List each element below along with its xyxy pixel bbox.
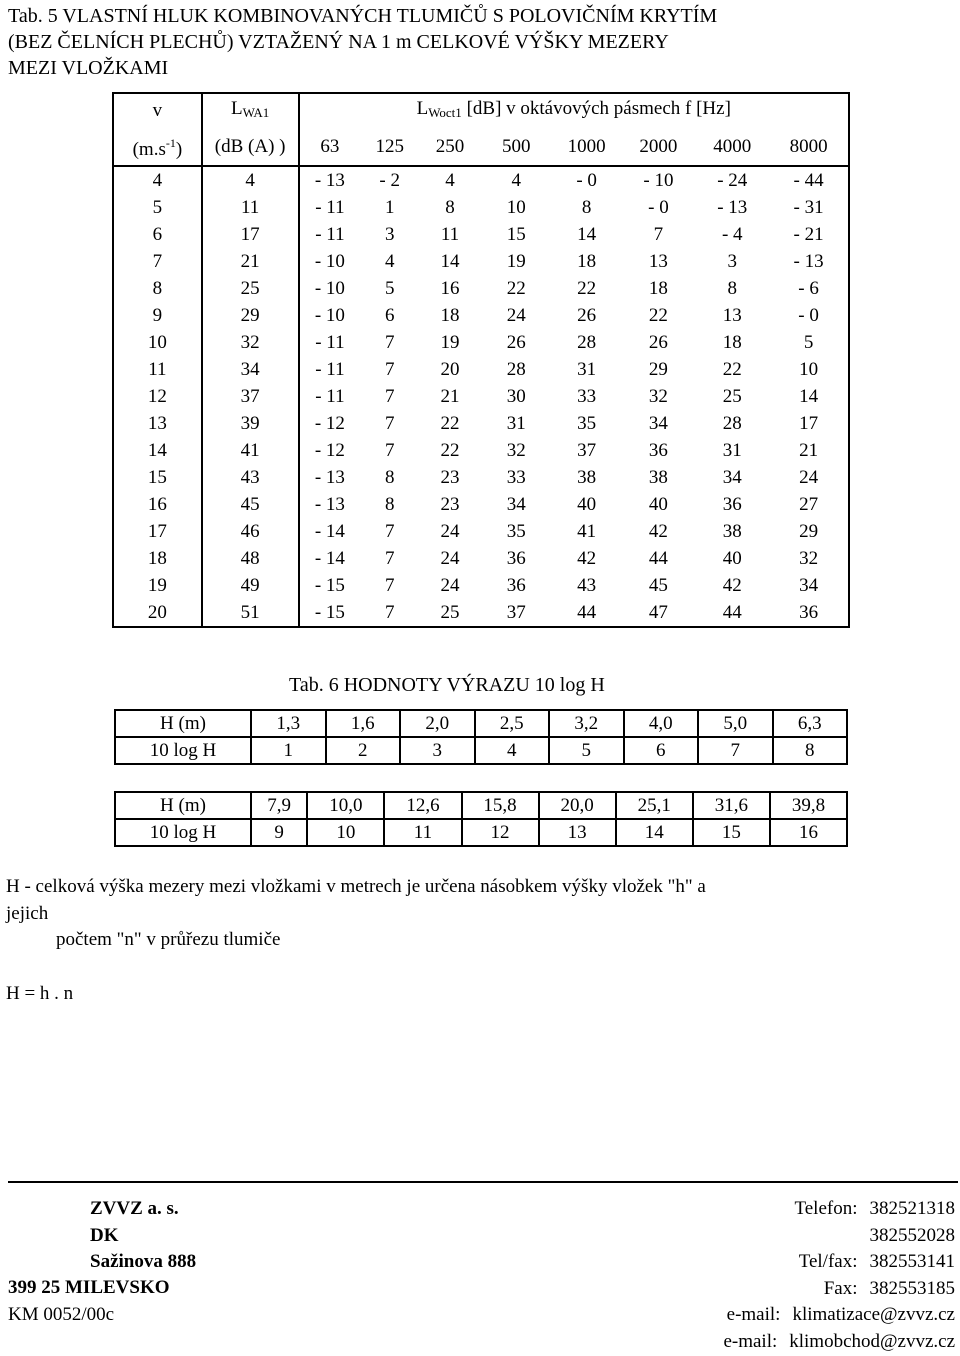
value-cell: 6 xyxy=(624,737,699,764)
table-cell: 5 xyxy=(384,278,395,299)
table-row xyxy=(113,302,849,329)
contact-line xyxy=(640,1329,955,1356)
table-cell: 37 xyxy=(202,383,299,410)
value-cell: 4 xyxy=(475,737,550,764)
table-cell: 33 xyxy=(577,386,597,407)
value-cell: 1,6 xyxy=(326,710,401,737)
row-label: H (m) xyxy=(115,710,251,737)
table-cell: 21 xyxy=(769,437,849,464)
note-line: H - celková výška mezery mezi vložkami v metrech je určena násobkem výšky vložek "h" a xyxy=(6,876,706,897)
table-cell: 7 xyxy=(384,548,395,569)
contact-value: klimobchod@zvvz.cz xyxy=(789,1330,955,1352)
header-unit-lwa: (dB (A) ) xyxy=(202,128,299,166)
table5-title xyxy=(8,3,948,81)
table-cell: 7 xyxy=(384,332,395,353)
value-cell: 2,0 xyxy=(400,710,475,737)
table-cell: 48 xyxy=(202,545,299,572)
registration: KM 0052/00c xyxy=(8,1303,115,1325)
table-cell: 3 xyxy=(727,251,737,272)
table-cell: - 24 xyxy=(717,170,748,191)
value-cell: 10,0 xyxy=(307,792,384,819)
value-cell: 20,0 xyxy=(539,792,616,819)
table-cell: - 13 xyxy=(314,170,345,191)
table-cell: 7 xyxy=(384,359,395,380)
table-cell: 34 xyxy=(769,572,849,599)
table-cell: - 10 xyxy=(314,305,345,326)
table-cell: 46 xyxy=(202,518,299,545)
street: Sažinova 888 xyxy=(90,1251,197,1272)
table-cell: - 31 xyxy=(769,194,849,221)
table-cell: 31 xyxy=(722,440,742,461)
table-cell: 14 xyxy=(113,437,202,464)
table-row xyxy=(113,275,849,302)
table-cell: 14 xyxy=(440,251,460,272)
table-cell: 38 xyxy=(722,521,742,542)
table-cell: - 10 xyxy=(314,251,345,272)
table-row xyxy=(113,410,849,437)
table-cell: - 15 xyxy=(314,575,345,596)
value-cell: 2,5 xyxy=(475,710,550,737)
table-cell: 36 xyxy=(722,494,742,515)
table-cell: 45 xyxy=(202,491,299,518)
note-line: počtem "n" v průřezu tlumiče xyxy=(56,929,281,950)
note-line: jejich xyxy=(6,903,49,924)
table6-title: Tab. 6 HODNOTY VÝRAZU 10 log H xyxy=(289,674,605,696)
value-cell: 11 xyxy=(384,819,461,846)
table-cell: 34 xyxy=(648,413,668,434)
table-cell: 7 xyxy=(384,521,395,542)
table-cell: - 15 xyxy=(299,599,361,627)
value-cell: 16 xyxy=(770,819,847,846)
table-cell: 36 xyxy=(506,548,526,569)
table-cell: 31 xyxy=(506,413,526,434)
table-cell: 22 xyxy=(722,359,742,380)
contact-label: e-mail: xyxy=(723,1330,778,1352)
table-cell: 34 xyxy=(506,494,526,515)
table-cell: 24 xyxy=(440,548,460,569)
contact-line xyxy=(640,1302,955,1329)
freq-header: 2000 xyxy=(622,128,696,166)
company-name: ZVVZ a. s. xyxy=(90,1198,179,1219)
contact-label: Fax: xyxy=(823,1277,858,1299)
table-cell: 22 xyxy=(440,413,460,434)
row-label: 10 log H xyxy=(115,737,251,764)
table-cell: - 44 xyxy=(769,166,849,194)
table-cell: - 11 xyxy=(315,224,345,245)
table-cell: 11 xyxy=(440,224,460,245)
table-cell: 44 xyxy=(695,599,769,627)
table-cell: 21 xyxy=(440,386,460,407)
value-cell: 10 xyxy=(307,819,384,846)
contact-value: 382553141 xyxy=(869,1251,955,1272)
table-cell: 49 xyxy=(202,572,299,599)
table-cell: 44 xyxy=(552,599,622,627)
table-cell: 21 xyxy=(202,248,299,275)
table-cell: 7 xyxy=(384,386,395,407)
value-cell: 7,9 xyxy=(251,792,307,819)
table-cell: 39 xyxy=(202,410,299,437)
row-label: H (m) xyxy=(115,792,251,819)
table-cell: 24 xyxy=(440,575,460,596)
log-row xyxy=(115,819,847,846)
header-unit-v: $(m.s^{-1})$ xyxy=(113,128,202,166)
table-row xyxy=(113,221,849,248)
table-cell: 30 xyxy=(506,386,526,407)
table-cell: 11 xyxy=(113,356,202,383)
table-cell: 51 xyxy=(202,599,299,627)
table-cell: 13 xyxy=(648,251,668,272)
table-cell: 4 xyxy=(511,170,522,191)
table-cell: 1 xyxy=(384,197,395,218)
table-cell: 32 xyxy=(506,440,526,461)
contact-value: 382552028 xyxy=(869,1224,955,1246)
table-cell: 16 xyxy=(440,278,460,299)
table-cell: 10 xyxy=(769,356,849,383)
value-cell: 8 xyxy=(773,737,848,764)
value-cell: 12 xyxy=(462,819,539,846)
table-row xyxy=(113,248,849,275)
city: 399 25 MILEVSKO xyxy=(8,1277,170,1298)
table-cell: 19 xyxy=(440,332,460,353)
table-cell: 15 xyxy=(506,224,526,245)
table-cell: - 12 xyxy=(314,413,345,434)
value-cell: 12,6 xyxy=(384,792,461,819)
table-row xyxy=(113,545,849,572)
table-cell: 18 xyxy=(577,251,597,272)
table-cell: 16 xyxy=(113,491,202,518)
table-cell: 35 xyxy=(577,413,597,434)
table-cell: 40 xyxy=(648,494,668,515)
value-cell: 7 xyxy=(698,737,773,764)
value-cell: 14 xyxy=(616,819,693,846)
table-cell: - 0 xyxy=(648,197,669,218)
table-row xyxy=(113,194,849,221)
table-cell: 24 xyxy=(769,464,849,491)
log-row xyxy=(115,737,847,764)
contact-line xyxy=(640,1249,955,1276)
value-cell: 13 xyxy=(539,819,616,846)
table-cell: 20 xyxy=(113,599,202,627)
contact-label: e-mail: xyxy=(726,1304,781,1325)
table-cell: 7 xyxy=(384,413,395,434)
table-cell: 26 xyxy=(577,305,597,326)
contact-value: klimatizace@zvvz.cz xyxy=(792,1304,955,1325)
table-cell: 36 xyxy=(648,440,668,461)
table-cell: 8 xyxy=(113,275,202,302)
table-cell: 38 xyxy=(648,467,668,488)
table-cell: 26 xyxy=(506,332,526,353)
footer-divider xyxy=(8,1181,958,1183)
table-cell: 28 xyxy=(577,332,597,353)
table5-title-line: Tab. 5 VLASTNÍ HLUK KOMBINOVANÝCH TLUMIČŮ S POLOVIČNÍM KRYTÍM xyxy=(8,5,718,27)
table-cell: - 10 xyxy=(314,278,345,299)
table-cell: 7 xyxy=(653,224,664,245)
table-cell: 29 xyxy=(648,359,668,380)
table-cell: 33 xyxy=(506,467,526,488)
division: DK xyxy=(90,1224,119,1246)
value-cell: 1 xyxy=(251,737,326,764)
footer-contacts xyxy=(640,1196,955,1355)
contact-label: Tel/fax: xyxy=(798,1251,858,1272)
freq-header: 125 xyxy=(360,128,419,166)
value-cell: 2 xyxy=(326,737,401,764)
table-cell: 25 xyxy=(722,386,742,407)
value-cell: 15 xyxy=(693,819,770,846)
table-cell: 32 xyxy=(648,386,668,407)
h-row xyxy=(115,710,847,737)
table-cell: 3 xyxy=(384,224,395,245)
value-cell: 39,8 xyxy=(770,792,847,819)
table-cell: 41 xyxy=(577,521,597,542)
table-cell: 23 xyxy=(440,494,460,515)
table-cell: 17 xyxy=(769,410,849,437)
formula: H = h . n xyxy=(6,983,74,1004)
table-cell: 22 xyxy=(440,440,460,461)
table-cell: 8 xyxy=(384,494,395,515)
table-cell: 40 xyxy=(577,494,597,515)
table-cell: 28 xyxy=(506,359,526,380)
value-cell: 6,3 xyxy=(773,710,848,737)
table-cell: 22 xyxy=(577,278,597,299)
table-cell: - 2 xyxy=(379,170,400,191)
noise-table xyxy=(112,92,850,628)
contact-value: 382553185 xyxy=(869,1277,955,1299)
table-cell: 19 xyxy=(113,572,202,599)
table-cell: - 0 xyxy=(576,170,597,191)
table-cell: 8 xyxy=(581,197,592,218)
table-cell: 43 xyxy=(202,464,299,491)
table-cell: 15 xyxy=(113,464,202,491)
value-cell: 4,0 xyxy=(624,710,699,737)
freq-header: 4000 xyxy=(695,128,769,166)
table-cell: 35 xyxy=(506,521,526,542)
table-cell: 17 xyxy=(113,518,202,545)
table-cell: 6 xyxy=(113,221,202,248)
header-lwoct: $L_{Woct1}$ [dB] v oktávových pásmech f [Hz] xyxy=(299,93,850,128)
freq-header: 8000 xyxy=(769,128,849,166)
table-cell: 14 xyxy=(769,383,849,410)
table-cell: - 12 xyxy=(314,440,345,461)
table-cell: 36 xyxy=(506,575,526,596)
table-cell: 38 xyxy=(577,467,597,488)
h-row xyxy=(115,792,847,819)
table-cell: 12 xyxy=(113,383,202,410)
table-cell: 18 xyxy=(648,278,668,299)
table-cell: 42 xyxy=(577,548,597,569)
table-cell: 7 xyxy=(360,599,419,627)
table5-title-line: MEZI VLOŽKAMI xyxy=(8,57,169,79)
table-cell: 18 xyxy=(722,332,742,353)
table-cell: - 14 xyxy=(314,521,345,542)
table-cell: 8 xyxy=(384,467,395,488)
table-cell: 6 xyxy=(384,305,395,326)
table-cell: 43 xyxy=(577,575,597,596)
table-cell: - 13 xyxy=(717,197,748,218)
table-row xyxy=(113,572,849,599)
log-table-1 xyxy=(114,709,848,765)
value-cell: 1,3 xyxy=(251,710,326,737)
table-cell: 27 xyxy=(769,491,849,518)
table-cell: 37 xyxy=(577,440,597,461)
table-cell: - 14 xyxy=(314,548,345,569)
table-row xyxy=(113,166,849,194)
table-cell: 34 xyxy=(722,467,742,488)
table-cell: 24 xyxy=(440,521,460,542)
contact-value: 382521318 xyxy=(869,1198,955,1219)
table-cell: 45 xyxy=(648,575,668,596)
table-cell: - 11 xyxy=(315,332,345,353)
contact-label: Telefon: xyxy=(794,1198,858,1219)
footer-address xyxy=(90,1196,196,1276)
table-cell: 19 xyxy=(506,251,526,272)
table-cell: 25 xyxy=(202,275,299,302)
table-cell: - 0 xyxy=(769,302,849,329)
table-cell: 29 xyxy=(202,302,299,329)
table-row xyxy=(113,383,849,410)
table-cell: 17 xyxy=(202,221,299,248)
table-cell: 13 xyxy=(113,410,202,437)
table-cell: 44 xyxy=(648,548,668,569)
value-cell: 15,8 xyxy=(462,792,539,819)
table-cell: - 13 xyxy=(314,494,345,515)
table-cell: 7 xyxy=(384,440,395,461)
header-lwa: $L_{WA1}$ xyxy=(202,93,299,128)
table-cell: 40 xyxy=(722,548,742,569)
table-cell: 42 xyxy=(648,521,668,542)
table-cell: 26 xyxy=(648,332,668,353)
table-row xyxy=(113,491,849,518)
footer-city-block xyxy=(8,1275,170,1328)
table-cell: 11 xyxy=(202,194,299,221)
table-row xyxy=(113,329,849,356)
table-row xyxy=(113,518,849,545)
value-cell: 9 xyxy=(251,819,307,846)
table-cell: 7 xyxy=(384,575,395,596)
value-cell: 5,0 xyxy=(698,710,773,737)
table-cell: - 6 xyxy=(769,275,849,302)
table-cell: - 11 xyxy=(315,386,345,407)
table-cell: 32 xyxy=(202,329,299,356)
table-cell: 5 xyxy=(769,329,849,356)
table-cell: 9 xyxy=(113,302,202,329)
table-cell: - 13 xyxy=(769,248,849,275)
table-cell: 34 xyxy=(202,356,299,383)
table-cell: 4 xyxy=(113,166,202,194)
table-row xyxy=(113,437,849,464)
value-cell: 3,2 xyxy=(549,710,624,737)
table-cell: 23 xyxy=(440,467,460,488)
contact-line xyxy=(640,1196,955,1223)
table-cell: 22 xyxy=(648,305,668,326)
table-cell: 8 xyxy=(445,197,455,218)
header-v: v xyxy=(113,93,202,128)
table-cell: 22 xyxy=(506,278,526,299)
table-cell: 20 xyxy=(440,359,460,380)
table-cell: 4 xyxy=(202,166,299,194)
freq-header: 250 xyxy=(419,128,481,166)
value-cell: 3 xyxy=(400,737,475,764)
table-cell: 8 xyxy=(727,278,737,299)
table-cell: 14 xyxy=(577,224,597,245)
table-cell: - 13 xyxy=(314,467,345,488)
table-cell: 13 xyxy=(722,305,742,326)
table-cell: 42 xyxy=(722,575,742,596)
table-cell: 28 xyxy=(722,413,742,434)
row-label: 10 log H xyxy=(115,819,251,846)
freq-header: 500 xyxy=(481,128,552,166)
table-cell: 32 xyxy=(769,545,849,572)
table-cell: 7 xyxy=(113,248,202,275)
table-cell: 18 xyxy=(440,305,460,326)
contact-line xyxy=(640,1223,955,1250)
table-row xyxy=(113,356,849,383)
log-table-2 xyxy=(114,791,848,847)
table-cell: - 4 xyxy=(721,224,743,245)
table5-title-line: (BEZ ČELNÍCH PLECHŮ) VZTAŽENÝ NA 1 m CELKOVÉ VÝŠKY MEZERY xyxy=(8,31,669,53)
table-cell: 37 xyxy=(481,599,552,627)
table-row xyxy=(113,599,849,627)
table-cell: 25 xyxy=(419,599,481,627)
freq-header: 63 xyxy=(299,128,361,166)
table-cell: - 11 xyxy=(315,197,345,218)
table-cell: 29 xyxy=(769,518,849,545)
table-cell: 47 xyxy=(622,599,696,627)
table-cell: 18 xyxy=(113,545,202,572)
table-cell: 10 xyxy=(506,197,526,218)
table-cell: 5 xyxy=(113,194,202,221)
table-cell: 24 xyxy=(506,305,526,326)
table-cell: - 11 xyxy=(315,359,345,380)
table-cell: - 10 xyxy=(643,170,674,191)
table-cell: 4 xyxy=(384,251,395,272)
table-cell: 36 xyxy=(769,599,849,627)
contact-line xyxy=(640,1276,955,1303)
table-cell: 4 xyxy=(445,170,455,191)
value-cell: 5 xyxy=(549,737,624,764)
value-cell: 25,1 xyxy=(616,792,693,819)
table-cell: - 21 xyxy=(769,221,849,248)
table-cell: 31 xyxy=(577,359,597,380)
value-cell: 31,6 xyxy=(693,792,770,819)
table-cell: 41 xyxy=(202,437,299,464)
table-row xyxy=(113,464,849,491)
freq-header: 1000 xyxy=(552,128,622,166)
table-cell: 10 xyxy=(113,329,202,356)
